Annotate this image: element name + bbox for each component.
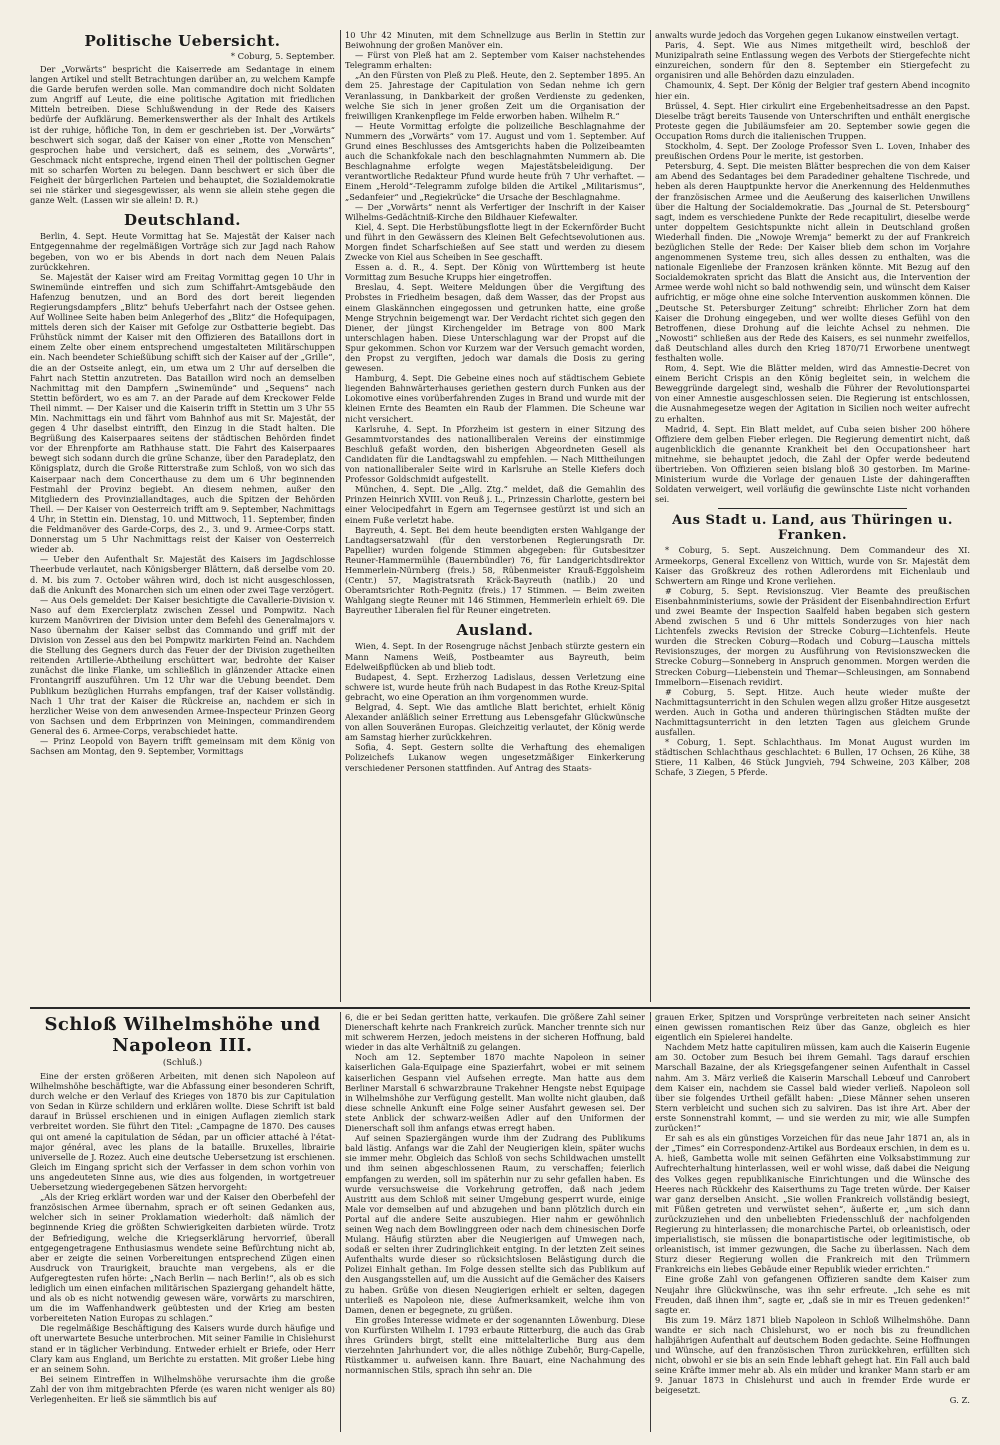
article-paragraph: Bayreuth, 4. Sept. Bei dem heute beendigten ersten Wahlgange der Landtagsersatzwahl (für den verstorbenen Regierungsrath Dr. Papellier) wurden folgende Stimmen abgegeben: für Gutsbesitzer Reuner-Hammermühle (Bauernbündler) 76, für Landgerichtsdirektor Hemmerlein-Nürnberg (freis.) 58, Rübenmeister Krauß-Eggolsheim (Centr.) 57, Magistratsrath Kräck-Bayreuth (natlib.) 20 und Oberamtsrichter Roth-Pegnitz (freis.) 17 Stimmen. — Beim zweiten Wahlgang siegte Reuner mit 146 Stimmen, Hemmerlein erhielt 69. Die Bayreuther Liberalen fiel für Reuner eingetreten.: [345, 524, 645, 616]
article-paragraph: — Ueber den Aufenthalt Sr. Majestät des Kaisers im Jagdschlosse Theerbude verlautet, nach Königsberger Blättern, daß derselbe vom 20. d. M. bis zum 7. October währen wird, doch ist nicht ausgeschlossen, daß die Ankunft des Monarchen sich um einen oder zwei Tage verzögert.: [30, 554, 335, 595]
heading-feuilleton: Schloß Wilhelmshöhe und Napoleon III.: [44, 1014, 321, 1056]
article-paragraph: Kiel, 4. Sept. Die Herbstübungsflotte liegt in der Eckernförder Bucht und führt in den Gewässern des Kleinen Belt Gefechtsevolutionen aus. Morgen findet Scharfschießen auf See statt und werden zu diesem Zwecke von Kiel aus Scheiben in See geschafft.: [345, 221, 645, 263]
article-paragraph: Eine große Zahl von gefangenen Offizieren sandte dem Kaiser zum Neujahr ihre Glückwünsche, was ihn sehr erfreute. „Ich sehe es mit Freuden, daß ihnen ihm“, sagte er, „daß sie in mir es Treuen gedenken!“ sagte er.: [655, 1274, 970, 1315]
article-paragraph: Belgrad, 4. Sept. Wie das amtliche Blatt berichtet, erhielt König Alexander anläßlich seiner Errettung aus Lebensgefahr Glückwünsche von allen Souveränen Europas. Gleichzeitig verlautet, der König werde am Samstag hierher zurückkehren.: [345, 702, 645, 743]
column-foreign-local: [655, 30, 970, 1002]
column-divider: [340, 1012, 341, 1432]
article-paragraph: Bei seinem Eintreffen in Wilhelmshöhe verursachte ihm die große Zahl der von ihm mitgebrachten Pferde (es waren nicht weniger als 80) Verlegenheiten. Er ließ sie sämmtlich bis auf: [30, 1373, 335, 1404]
article-paragraph: Se. Majestät der Kaiser wird am Freitag Vormittag gegen 10 Uhr in Swinemünde eintreffen und sich zum Schiffahrt-Amtsgebäude den Hafenzug benutzen, und an Bord des dort bereit liegenden Regierungsdampfers „Blitz“ behufs Ueberfahrt nach der Ostsee gehen. Auf Wollinee Seite haben beim Anlegerhof des „Blitz“ die Hofequipagen, mittels deren sich der Kaiser mit Gefolge zur Ostbatterie begiebt. Das Frühstück nimmt der Kaiser mit den Offizieren des Bataillons dort in einem Zelte ober einem entsprechend umgestalteten Militärschuppen ein. Nach beendeter Schießübung schifft sich der Kaiser auf der „Grille“, die an der Ostseite anlegt, ein, um etwa um 2 Uhr auf derselben die Fahrt nach Stettin anzutreten. Das Bataillon wird noch an demselben Nachmittag mit den Dampfern „Swinemünde“ und „Sequens“ nach Stettin befördert, wo es am 7. an der Parade auf dem Kreckower Felde Theil nimmt. — Der Kaiser und die Kaiserin trifft in Stettin um 3 Uhr 55 Min. Nachmittags ein und fährt vom Bahnhof aus mit Sr. Majestät, der gegen 4 Uhr daselbst eintrifft, den Einzug in die Stadt halten. Die Begrüßung des Kaiserpaares seitens der städtischen Behörden findet vor der Ehrenpforte am Rathhause statt. Die Fahrt des Kaiserpaares bewegt sich sodann durch die grüne Schanze, über den Paradeplatz, den Königsplatz, durch die Große Ritterstraße zum Schloß, von wo sich das Kaiserpaar nach dem Concerthause zu dem um 6 Uhr beginnenden Festmahl der Provinz begiebt. An diesem nehmen, außer den Mitgliedern des Provinziallandtages, auch die Spitzen der Behörden Theil. — Der Kaiser von Oesterreich trifft am 9. September, Nachmittags 4 Uhr, in Stettin ein. Dienstag, 10. und Mittwoch, 11. September, finden die Feldmanöver des Garde-Corps, des 2., 3. und 9. Armee-Corps statt. Donnerstag um 5 Uhr Nachmittags reist der Kaiser von Oesterreich wieder ab.: [30, 271, 335, 555]
subheading-conclusion: (Schluß.): [162, 1058, 203, 1068]
article-paragraph: Sofia, 4. Sept. Gestern sollte die Verhaftung des ehemaligen Polizeichefs Lukanow wegen ungesetzmäßiger Einkerkerung verschiedener Personen stattfinden. Auf Antrag des Staats-: [345, 742, 645, 773]
article-paragraph: Ein großes Interesse widmete er der sogenannten Löwenburg. Diese von Kurfürsten Wilhelm I. 1793 erbaute Ritterburg, die auch das Grab ihres Gründers birgt, stellt eine mittelalterliche Burg aus dem vierzehnten Jahrhundert vor, die alles nöthige Zubehör, Burg-Capelle, Rüstkammer u. aufweisen kann. Ihre Bauart, eine Nachahmung des normannischen Stils, sprach ihn sehr an. Die: [345, 1314, 645, 1376]
article-paragraph: Stockholm, 4. Sept. Der Zoologe Professor Sven L. Loven, Inhaber des preußischen Ordens Pour le merite, ist gestorben.: [655, 141, 970, 162]
article-paragraph: 6, die er bei Sedan geritten hatte, verkaufen. Die größere Zahl seiner Dienerschaft kehrte nach Frankreich zurück. Mancher trennte sich nur mit schwerem Herzen, jedoch meistens in der sicheren Hoffnung, bald wieder in das alte Verhältniß zu gelangen.: [345, 1012, 645, 1053]
article-paragraph: — Fürst von Pleß hat am 2. September vom Kaiser nachstehendes Telegramm erhalten:: [345, 50, 645, 71]
article-paragraph: Er sah es als ein günstiges Vorzeichen für das neue Jahr 1871 an, als in der „Times“ ein Correspondenz-Artikel aus Bordeaux erschien, in dem es u. A. hieß, Gambetta wolle mit seinen Gefährten eine Volksabstimmung zur Aufrechterhaltung hinterlassen, weil er wohl wisse, daß dabei die Neigung des Volkes gegen republikanische Einrichtungen und die Wünsche des Heeres nach Rückkehr des Kaiserthums zu Tage treten würde. Der Kaiser war ganz derselben Ansicht. „Sie wollen Frankreich vollständig besiegt, mit Füßen getreten und verwüstet sehen“, äußerte er, „um sich dann zurückzuziehen und den unbeliebten Friedensschluß der nachfolgenden Regierung zu hinterlassen; die monarchische Partei, ob orleanistisch, oder imperialistisch, sie müssen die bonapartistische oder legitimistische, ob orleanistisch, ist immer gezwungen, die Sache zu überlassen. Nach dem Sturz dieser Regierung wollen die Frankreich mit den Trümmern Frankreichs ein liebes Gebäude einer Republik wieder errichten.“: [655, 1133, 970, 1275]
article-paragraph: Nachdem Metz hatte capituliren müssen, kam auch die Kaiserin Eugenie am 30. October zum Besuch bei ihrem Gemahl. Tags darauf erschien Marschall Bazaine, der als Kriegsgefangener seinen Aufenthalt in Cassel nahm. Am 3. März verließ die Kaiserin Marschall Lebœuf und Canrobert dem Kaiser ein, nachdem sie Cassel bald wieder verließ. Napoleon soll über sie folgendes Urtheil gefällt haben: „Diese Männer sehen unseren Stern verbleicht und suchen sich zu salviren. Das ist ihre Art. Aber der erste Sonnenstrahl kommt, — und sie werden zu mir, wie alle Sumpfen zurücken!“: [655, 1042, 970, 1134]
article-paragraph: Berlin, 4. Sept. Heute Vormittag hat Se. Majestät der Kaiser nach Entgegennahme der regelmäßigen Vorträge sich zur Jagd nach Rahow begeben, von wo er bis Abends in dort nach dem Neuen Palais zurückkehren.: [30, 231, 335, 272]
article-paragraph: — Aus Oels gemeldet: Der Kaiser besichtigte die Cavallerie-Division v. Naso auf dem Exercierplatz zwischen Zessel und Pompwitz. Nach kurzem Manövriren der Division unter dem Befehl des Generalmajors v. Naso übernahm der Kaiser selbst das Commando und griff mit der Division von Zessel aus den bei Pompwitz markirten Feind an. Nachdem die Stellung des Gegners durch das Feuer der der Division zugetheilten reitenden Artillerie-Abtheilung erschüttert war, bedrohte der Kaiser zunächst die linke Flanke, um schließlich in glänzender Attacke einen Frontangriff auszuführen. Um 12 Uhr war die Uebung beendet. Dem Publikum bezüglichen Hurrahs empfangen, traf der Kaiser vollständig. Nach 1 Uhr trat der Kaiser die Rückreise an, nachdem er sich in herzlicher Weise von dem anwesenden Armee-Inspecteur Prinzen Georg von Sachsen und dem Erbprinzen von Meiningen, commandirendem General des 6. Armee-Corps, verabschiedet hatte.: [30, 594, 335, 736]
article-paragraph: # Coburg, 5. Sept. Revisionszug. Vier Beamte des preußischen Eisenbahnministeriums, sowie der Präsident der Eisenbahndirection Erfurt und zwei Beamte der Inspection Saalfeld haben begaben sich gestern Abend zwischen 5 und 6 Uhr mittels Sonderzuges von hier nach Lichtenfels zwecks Revision der Strecke Coburg—Lichtenfels. Heute wurden die Strecken Coburg—Rodach und Coburg—Lauscha mittels Revisionszuges, der morgen zu Ausführung von Revisionszwecken die Strecke Coburg—Sonneberg in Anspruch genommen. Morgen werden die Strecken Coburg—Liebenstein und Themar—Schleusingen, am Sonnabend Immelborn—Eisenach revidirt.: [655, 585, 970, 687]
article-paragraph: Die regelmäßige Beschäftigung des Kaisers wurde durch häufige und oft unerwartete Besuche unterbrochen. Mit seiner Familie in Chislehurst stand er in täglicher Verbindung. Entweder erhielt er Briefe, oder Herr Clary kam aus England, um Berichte zu erstatten. Mit großer Liebe hing er an seinem Sohn.: [30, 1323, 335, 1374]
article-paragraph: Wien, 4. Sept. In der Rosengruge nächst Jenbach stürzte gestern ein Mann Namens Weiß, Postbeamter aus Bayreuth, beim Edelweißpflücken ab und blieb todt.: [345, 641, 645, 672]
author-signature: G. Z.: [949, 1395, 970, 1406]
column-divider: [340, 30, 341, 1002]
section-rule: [718, 508, 907, 509]
column-feuilleton-1: [30, 1012, 335, 1432]
column-feuilleton-3: [655, 1012, 970, 1432]
article-paragraph: Madrid, 4. Sept. Ein Blatt meldet, auf Cuba seien bisher 200 höhere Offiziere dem gelben Fieber erlegen. Die Regierung dementirt nicht, daß augenblicklich die genannte Krankheit bei den Occupationsheer hart mitnehme, sie behauptet jedoch, die Zahl der Opfer werde bedeutend übertrieben. Von Offizieren seien bislang bloß 30 gestorben. Im Marine-Ministerium wurde die Vorlage der genauen Liste der dahingerafften Soldaten verweigert, weil vorläufig die gewünschte Liste nicht vorhanden sei.: [655, 423, 970, 505]
heading-local-news: Aus Stadt u. Land, aus Thüringen u. Franken.: [672, 513, 953, 544]
article-paragraph: grauen Erker, Spitzen und Vorsprünge verbreiteten nach seiner Ansicht einen gewissen romantischen Reiz über das Ganze, obgleich es hier eigentlich ein Spielerei handelte.: [655, 1012, 970, 1043]
article-paragraph: Noch am 12. September 1870 machte Napoleon in seiner kaiserlichen Gala-Equipage eine Spazierfahrt, wobei er mit seinem kaiserlichen Gespann viel Aufsehen erregte. Man hatte aus dem Berliner Marstall 6 schwarzbraune Trakehner Hengste nebst Equipage in Wilhelmshöhe zur Verfügung gestellt. Man wollte nicht glauben, daß diese schnelle Ankunft eine Folge seiner Ausfahrt gewesen sei. Der stete Anblick der schwarz-weißen Adler auf den Uniformen der Dienerschaft soll ihm anfangs etwas erregt haben.: [345, 1052, 645, 1134]
column-politics: [30, 30, 335, 1002]
article-paragraph: anwalts wurde jedoch das Vorgehen gegen Lukanow einstweilen vertagt.: [655, 30, 959, 40]
article-paragraph: — Heute Vormittag erfolgte die polizeiliche Beschlagnahme der Nummern des „Vorwärts“ vom 17. August und vom 1. September. Auf Grund eines Beschlusses des Amtsgerichts haben die Polizeibeamten auch die Schankfokale nach den beschlagnahmten Nummern ab. Die Beschlagnahme erfolgte wegen Majestätsbeleidigung. Der verantwortliche Redakteur Pfund wurde heute früh 7 Uhr verhaftet. — Einem „Herold“-Telegramm zufolge bilden die Artikel „Militarismus“, „Sedanfeier“ und „Regiekrücke“ die Ursache der Beschlagnahme.: [345, 120, 645, 202]
article-paragraph: Breslau, 4. Sept. Weitere Meldungen über die Vergiftung des Probstes in Friedheim besagen, daß dem Wasser, das der Propst aus einem Glaskännchen eingegossen und getrunken hatte, eine große Menge Strychnin beigemengt war. Der Verdacht richtet sich gegen den Diener, der jüngst Kirchengelder im Betrage von 800 Mark unterschlagen haben. Diese Unterschlagung war der Propst auf die Spur gekommen. Schon vor Kurzem war der Versuch gemacht worden, den Propst zu vergiften, jedoch war damals die Dosis zu gering gewesen.: [345, 282, 645, 374]
article-paragraph: Bis zum 19. März 1871 blieb Napoleon in Schloß Wilhelmshöhe. Dann wandte er sich nach Chislehurst, wo er noch bis zu freundlichen halbjährigen Aufenthalt auf deutschem Boden gedachte. Seine Hoffnungen und Wünsche, auf den französischen Thron zurückkehren, erfüllten sich nicht, obwohl er sie bis an sein Ende lebhaft gehegt hat. Ein Fall auch bald seine Kräfte immer mehr ab. Als ein müder und kranker Mann starb er am 9. Januar 1873 in Chislehurst und auch in fremder Erde wurde er beigesetzt.: [655, 1314, 970, 1396]
article-paragraph: Auf seinen Spaziergängen wurde ihm der Zudrang des Publikums bald lästig. Anfangs war die Zahl der Neugierigen klein, später wuchs sie immer mehr. Obgleich das Schloß von sechs Schildwachen umstellt und ihm seinen abgeschlossenen Raum, zu verschaffen; feierlich empfangen zu werden, soll im späterhin nur zu sehr gefallen haben. Es wurde versuchsweise die Vorkehrung getroffen, daß nach jedem Austritt aus dem Schloß mit seiner Umgebung gesperrt wurde, einige Male vor demselben auf und abzugehen und bann plötzlich durch ein Portal auf die andere Seite auszubiegen. Hier nahm er gewöhnlich seinen Weg nach dem Bowlinggreen oder nach dem chinesischen Dorfe Mulang. Häufig stürzten aber die Neugierigen auf Umwegen nach, sodaß er selten ihrer Zudringlichkeit entging. In der letzten Zeit seines Aufenthalts wurde dieser so rücksichtslosen Belästigung durch die Polizei Einhalt gethan. Im Folge dessen stellte sich das Publikum auf den Ausgangsstellen auf, um die Aussicht auf die Gemächer des Kaisers zu haben. Grüße von diesen Neugierigen erhielt er selten, dagegen unterließ es Napoleon nie, diese Aufmerksamkeit, welche ihm von Damen, denen er begegnete, zu grüßen.: [345, 1133, 645, 1315]
article-paragraph: Brüssel, 4. Sept. Hier cirkulirt eine Ergebenheitsadresse an den Papst. Dieselbe trägt bereits Tausende von Unterschriften und enthält energische Proteste gegen die Jubiläumsfeier am 20. September sowie gegen die Occupation Roms durch die italienischen Truppen.: [655, 100, 970, 141]
article-paragraph: Petersburg, 4. Sept. Die meisten Blätter besprechen die von dem Kaiser am Abend des Sedantages bei dem Paradediner gehaltene Tischrede, und heben als deren Hauptpunkte hervor die Anerkennung des Heldenmuthes der französischen Armee und die Aeußerung des kaiserlichen Unwillens über die Haltung der Socialdemokratie. Das „Journal de St. Petersbourg“ sagt, indem es verschiedene Punkte der Rede recapitulirt, dieselbe werde unter doppeltem Gesichtspunkte nicht allein in Deutschland großen Wiederhall finden. Die „Nowoje Wremja“ bemerkt zu der auf Frankreich bezüglichen Stelle der Rede: Der Kaiser blieb dem schon im Vorjahre angenommenen Systeme treu, sich alles dessen zu enthalten, was die nationale Eigenliebe der Franzosen kränken könnte. Mit Bezug auf den Socialdemokraten spricht das Blatt die Ansicht aus, die Intervention der Armee werde wohl nicht so bald nothwendig sein, und wünscht dem Kaiser aufrichtig, er möge ohne eine solche Intervention auskommen können. Die „Deutsche St. Petersburger Zeitung“ schreibt: Ehrlicher Zorn hat dem Kaiser die Drohung eingegeben, und wer wollte dieses Gefühl von den Betroffenen, diese Drohung auf die leichte Achsel zu nehmen. Die „Nowosti“ schließen aus der Rede des Kaisers, es sei nunmehr zweifellos, daß Deutschland alles durch den Krieg 1870/71 Erworbene unentwegt festhalten wolle.: [655, 161, 970, 363]
article-paragraph: Karlsruhe, 4. Sept. In Pforzheim ist gestern in einer Sitzung des Gesammtvorstandes des nationalliberalen Vereins der einstimmige Beschluß gefaßt worden, den bisherigen Abgeordneten Gesell als Candidaten für die Landtagswahl zu empfehlen. — Nach Mittheilungen von nationalliberaler Seite wird in Karlsruhe an Stelle Kiefers doch Professor Goldschmidt aufgestellt.: [345, 423, 645, 485]
heading-abroad: Ausland.: [456, 621, 534, 640]
article-paragraph: Budapest, 4. Sept. Erzherzog Ladislaus, dessen Verletzung eine schwere ist, wurde heute früh nach Budapest in das Rothe Kreuz-Spital gebracht, wo eine Operation an ihm vorgenommen wurde.: [345, 671, 645, 702]
article-paragraph: Rom, 4. Sept. Wie die Blätter melden, wird das Amnestie-Decret von einem Bericht Crispis an den König begleitet sein, in welchem die Beweggründe dargelegt sind, weshalb die Führer der Revolutionspartei von einer Amnestie ausgeschlossen seien. Die Regierung ist entschlossen, die Ausnahmegesetze wegen der Agitation in Sicilien noch weiter aufrecht zu erhalten.: [655, 363, 970, 424]
article-paragraph: Eine der ersten größeren Arbeiten, mit denen sich Napoleon auf Wilhelmshöhe beschäftigte, war die Abfassung einer besonderen Schrift, durch welche er den Verlauf des Krieges von 1870 bis zur Capitulation von Sedan in Kürze schildern und erklären wollte. Diese Schrift ist bald darauf in Brüssel erschienen und in einigen Auflagen ziemlich stark verbreitet worden. Sie führt den Titel: „Campagne de 1870. Des causes qui ont amené la capitulation de Sédan, par un officier attaché à l'état-major général, avec les plans de la bataille. Bruxelles, librairie universelle de J. Rozez. Auch eine deutsche Uebersetzung ist erschienen. Gleich im Eingang spricht sich der Verfasser in dem schon vorhin von uns angedeuteten Sinne aus, wie dies aus folgenden, in wortgetreuer Uebersetzung wiedergegebenen Sätzen hervorgeht:: [30, 1071, 335, 1193]
article-paragraph: — Prinz Leopold von Bayern trifft gemeinsam mit dem König von Sachsen am Montag, den 9. September, Vormittags: [30, 736, 335, 757]
article-paragraph: „An den Fürsten von Pleß zu Pleß. Heute, den 2. September 1895. An dem 25. Jahrestage der Capitulation von Sedan nehme ich gern Veranlassung, in Dankbarkeit der großen Verdienste zu gedenken, welche Sie sich in jener großen Zeit um die Organisation der freiwilligen Krankenpflege im Felde erworben haben. Wilhelm R.“: [345, 70, 645, 121]
column-divider: [650, 1012, 651, 1432]
article-paragraph: Hamburg, 4. Sept. Die Gebeine eines noch auf städtischem Gebiete liegenden Bahnwärterhauses geriethen gestern durch Funken aus der Lokomotive eines vorüberfahrenden Zuges in Brand und wurde mit der kleinen Ernte des Beamten ein Raub der Flammen. Die Scheune war nicht versichert.: [345, 373, 645, 424]
column-divider: [650, 30, 651, 1002]
article-paragraph: Essen a. d. R., 4. Sept. Der König von Württemberg ist heute Vormittag zum Besuche Krupps hier eingetroffen.: [345, 262, 645, 283]
article-paragraph: * Coburg, 5. Sept. Auszeichnung. Dem Commandeur des XI. Armeekorps, General Excellenz von Wittich, wurde von Sr. Majestät dem Kaiser das Großkreuz des rothen Adlerordens mit Eichenlaub und Schwertern am Ringe und Krone verliehen.: [655, 545, 970, 586]
heading-political-overview: Politische Uebersicht.: [84, 32, 281, 50]
article-paragraph: — Der „Vorwärts“ nennt als Verfertiger der Inschrift in der Kaiser Wilhelms-Gedächtniß-Kirche den Bildhauer Kiefewalter.: [345, 201, 645, 222]
article-paragraph: München, 4. Sept. Die „Allg. Ztg.“ meldet, daß die Gemahlin des Prinzen Heinrich XVIII. von Reuß j. L., Prinzessin Charlotte, gestern bei einer Velocipedfahrt in Egern am Tegernsee gestürzt ist und sich an einem Fuße verletzt habe.: [345, 484, 645, 525]
column-news: [345, 30, 645, 1002]
article-paragraph: „Als der Krieg erklärt worden war und der Kaiser den Oberbefehl der französischen Armee übernahm, sprach er oft seinen Gedanken aus, welcher sich in seiner Proklamation wiederholt: daß nämlich der beginnende Krieg die größten Schwierigkeiten darbieten würde. Trotz der Befriedigung, welche die Kriegserklärung hervorrief, überall entgegengetragene Enthusiasmus wendete seine Befürchtung nicht ab, aber er zeigte die seinen Vorbereitungen entsprechend Zügen einen Ausdruck von Traurigkeit, brauchte man vergebens, als er die Aufgeregtesten rufen hörte: „Nach Berlin — nach Berlin!“, als ob es sich lediglich um einen einfachen militärischen Spaziergang gehandelt hätte, und als ob es nicht notwendig gewesen wäre, vorwärts zu marschiren, um die im Waffenhandwerk geübtesten und der Krieg am besten vorbereiteten Nation Europas zu schlagen.“: [30, 1192, 335, 1324]
article-paragraph: Chamounix, 4. Sept. Der König der Belgier traf gestern Abend incognito hier ein.: [655, 80, 970, 101]
article-paragraph: Paris, 4. Sept. Wie aus Nimes mitgetheilt wird, beschloß der Munizipalrath seine Entlassung wegen des Verbots der Stiergefechte nicht einzureichen, sondern für den 8. September ein Stiergefecht zu organisiren und alle Behörden dazu einzuladen.: [655, 40, 970, 81]
article-paragraph: 10 Uhr 42 Minuten, mit dem Schnellzuge aus Berlin in Stettin zur Beiwohnung der großen Manöver ein.: [345, 30, 645, 51]
article-paragraph: # Coburg, 5. Sept. Hitze. Auch heute wieder mußte der Nachmittagsunterricht in den Schulen wegen allzu großer Hitze ausgesetzt werden. Auch in Gotha und anderen thüringischen Städten mußte der Nachmittagsunterricht in den letzten Tagen aus gleichem Grunde ausfallen.: [655, 686, 970, 738]
article-paragraph: * Coburg, 1. Sept. Schlachthaus. Im Monat August wurden im städtischen Schlachthaus geschlachtet: 6 Bullen, 17 Ochsen, 26 Kühe, 38 Stiere, 11 Kalben, 46 Stück Jungvieh, 794 Schweine, 203 Kälber, 208 Schafe, 3 Ziegen, 5 Pferde.: [655, 737, 970, 778]
dateline: * Coburg, 5. September.: [230, 52, 335, 62]
article-paragraph: Der „Vorwärts“ bespricht die Kaiserrede am Sedantage in einem langen Artikel und stellt Betrachtungen darüber an, zu welchem Kampfe die Garde berufen werden solle. Man commandire doch nicht Soldaten zum Angriff auf Leute, die eine politische Agitation mit friedlichen Mitteln betreiben. Diese Schlußwendung in der Rede des Kaisers bedürfe der Aufklärung. Bemerkenswerther als der Inhalt des Artikels ist der ruhige, höfliche Ton, in dem er geschrieben ist. Der „Vorwärts“ beschwert sich sogar, daß der Kaiser von einer „Rotte von Menschen“ gesprochen habe und versichert, daß es seinem, des „Vorwärts“, Geschmack nicht entspreche, irgend einen Theil der politischen Gegner mit so scharfen Worten zu belegen. Dann beschwert er sich über die Feigheit der bürgerlichen Parteien und behauptet, die Sozialdemokratie sei nie stärker und siegesgewisser, als wenn sie allein stehe gegen die ganze Welt. (Lassen wir sie allein! D. R.): [30, 64, 335, 206]
heading-germany: Deutschland.: [124, 211, 241, 230]
feuilleton-rule: [30, 1007, 970, 1009]
column-feuilleton-2: [345, 1012, 645, 1432]
